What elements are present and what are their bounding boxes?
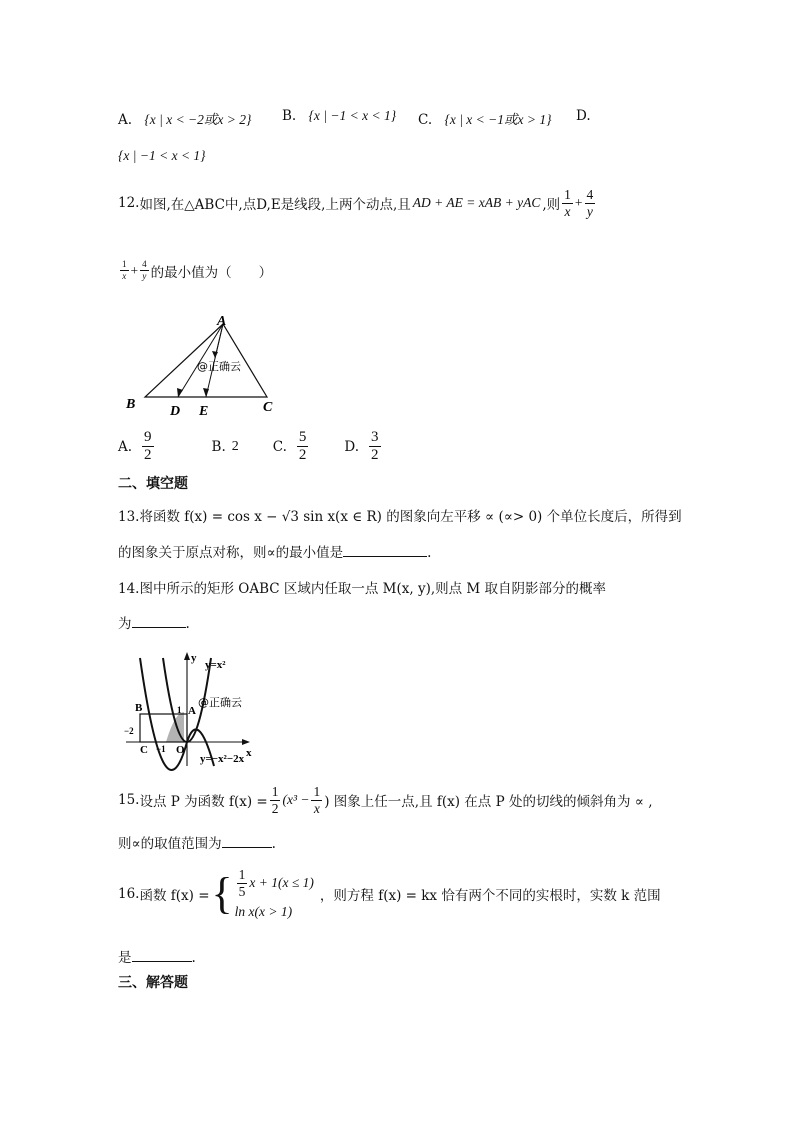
q12-option-c-frac xyxy=(297,430,309,463)
label-one: 1 xyxy=(177,705,182,715)
label-b: B xyxy=(126,397,136,412)
q11-option-b xyxy=(282,108,396,124)
label-e: E xyxy=(199,404,209,419)
q15-pre: 设点 P 为函数 f(x) = xyxy=(139,794,268,810)
q15-frac-half xyxy=(270,785,281,815)
q12-small-frac2-den: y xyxy=(142,271,147,281)
q11-option-d-label: D. xyxy=(576,108,591,124)
q16-case1-frac-den: 5 xyxy=(238,883,246,899)
q15-frac1-den: 2 xyxy=(271,800,279,816)
q13-text-line1: 将函数 f(x) = cos x − √3 sin x(x ∈ R) 的图象向左平移 ∝ (∝> 0) 个单位长度后，所得到 xyxy=(139,509,682,525)
label-d: D xyxy=(170,404,181,419)
q11-option-a-label: A. xyxy=(118,112,133,128)
q16-pre: 函数 f(x) = xyxy=(139,888,210,904)
label-y-axis: y xyxy=(191,652,197,664)
q16-line1 xyxy=(118,868,661,920)
q13-number: 13. xyxy=(118,509,140,525)
q16-number: 16. xyxy=(118,886,140,902)
q16-left-brace: { xyxy=(211,869,233,918)
q12-option-a-den: 2 xyxy=(144,447,152,463)
q11-option-b-text: {x | −1 < x < 1} xyxy=(308,108,397,123)
label-neg-1: −1 xyxy=(156,744,166,754)
q11-option-c-text: {x | x < −1或x > 1} xyxy=(444,112,552,127)
q12-stem-b: ,则 xyxy=(542,197,561,213)
q15-line2: 则∝的取值范围为 . xyxy=(118,836,276,852)
q12-option-c-label: C. xyxy=(272,438,287,455)
q12-small-frac2 xyxy=(140,260,149,281)
q14-text-line1: 图中所示的矩形 OABC 区域内任取一点 M(x, y),则点 M 取自阴影部分的概率 xyxy=(139,581,607,597)
q13-text-line2: 的图象关于原点对称，则∝的最小值是 xyxy=(118,545,344,561)
q12-option-d-frac xyxy=(369,430,381,463)
q12-fraction-4-over-y xyxy=(585,188,596,218)
q16-case1-text: x + 1(x ≤ 1) xyxy=(249,875,314,890)
label-neg-2: −2 xyxy=(124,726,134,736)
q16-piecewise-cases xyxy=(235,868,314,920)
q11-option-d-text: {x | −1 < x < 1} xyxy=(118,148,206,163)
q11-option-a-text: {x | x < −2或x > 2} xyxy=(144,112,252,127)
q13-line2: 的图象关于原点对称，则∝的最小值是 . xyxy=(118,545,432,561)
label-point-b: B xyxy=(135,702,143,714)
q12-option-b-value: 2 xyxy=(231,438,239,454)
q12-option-d-num: 3 xyxy=(371,429,379,445)
q15-frac2-den: x xyxy=(313,800,320,816)
q12-option-a-num: 9 xyxy=(144,429,152,445)
label-a: A xyxy=(217,314,227,329)
section-3-heading: 三、解答题 xyxy=(118,975,188,991)
q16-case1-frac xyxy=(237,868,248,898)
q16-case-2: ln x(x > 1) xyxy=(234,904,293,919)
q12-frac2-num: 4 xyxy=(586,187,594,202)
q13-line1 xyxy=(118,505,682,525)
q14-line1 xyxy=(118,577,606,597)
q12-fraction-1-over-x xyxy=(562,188,573,218)
q16-case-1 xyxy=(235,868,314,898)
q15-frac-1-over-x xyxy=(311,785,322,815)
q12-small-frac1 xyxy=(120,260,129,281)
q12-small-frac1-den: x xyxy=(122,271,127,281)
q12-small-frac1-num: 1 xyxy=(122,259,127,269)
q16-post: ，则方程 f(x) = kx 恰有两个不同的实根时，实数 k 范围 xyxy=(319,888,661,904)
q12-option-a-label: A. xyxy=(118,438,133,455)
q15-answer-blank[interactable] xyxy=(222,835,272,848)
q15-line1 xyxy=(118,785,653,815)
q12-line2-suffix: 的最小值为（ ） xyxy=(150,264,273,281)
label-point-a: A xyxy=(188,705,196,717)
q12-option-d-label: D. xyxy=(344,438,360,455)
q14-text-line2: 为 xyxy=(118,616,132,632)
q12-option-b-label: B. xyxy=(211,438,226,455)
label-point-o: O xyxy=(176,744,185,756)
q16-text-line2: 是 xyxy=(118,950,132,966)
watermark-text-2: @正确云 xyxy=(198,696,242,709)
q12-option-c-num: 5 xyxy=(298,429,307,445)
q12-frac1-den: x xyxy=(564,203,571,219)
q12-frac2-den: y xyxy=(586,203,593,219)
q12-triangle-figure xyxy=(120,308,290,420)
q14-answer-blank[interactable] xyxy=(132,615,186,628)
q15-number: 15. xyxy=(118,792,140,808)
q12-option-a-frac xyxy=(142,430,154,463)
q12-options-row xyxy=(118,430,383,463)
label-curve-1: y=x² xyxy=(205,659,226,671)
q12-small-frac2-num: 4 xyxy=(142,259,147,269)
label-point-c: C xyxy=(140,744,148,756)
q11-option-c-label: C. xyxy=(418,112,433,128)
q16-case1-frac-num: 1 xyxy=(238,867,246,882)
q12-number: 12. xyxy=(118,195,140,211)
label-x-axis: x xyxy=(246,747,252,759)
q15-frac2-num: 1 xyxy=(313,784,321,799)
q11-options-row xyxy=(118,108,251,128)
label-c: C xyxy=(263,400,273,415)
q12-vector-equation: AD + AE = xAB + yAC xyxy=(412,195,541,210)
q12-stem-a: 如图,在△ABC中,点D,E是线段,上两个动点,且 xyxy=(139,197,411,213)
q15-mid: (x³ − xyxy=(282,792,310,807)
q14-line2: 为 . xyxy=(118,616,190,632)
q15-text-line2: 则∝的取值范围为 xyxy=(118,836,222,852)
section-2-heading: 二、填空题 xyxy=(118,476,188,492)
q14-number: 14. xyxy=(118,581,140,597)
q12-frac1-num: 1 xyxy=(564,187,571,202)
q12-option-c-den: 2 xyxy=(298,447,307,463)
q13-answer-blank[interactable] xyxy=(343,544,427,557)
q15-frac1-num: 1 xyxy=(271,784,279,799)
q12-line2: $\frac{1}{x}$ + $\frac{4}{y}$ 的最小值为（ ） xyxy=(122,259,273,281)
q12-stem: 12. 如图,在△ABC中,点D,E是线段,上两个动点,且 AD + AE = xAB + yAC ,则 $\frac{1}{x}$ + $\frac{4}{y}$ xyxy=(118,187,594,219)
q12-option-d-den: 2 xyxy=(371,447,379,463)
q16-answer-blank[interactable] xyxy=(132,949,192,962)
label-curve-2: y=−x²−2x xyxy=(200,753,245,765)
q11-option-c xyxy=(418,108,552,128)
q14-parabola-figure xyxy=(118,648,268,772)
q11-option-b-label: B. xyxy=(282,108,297,124)
q16-line2: 是 . xyxy=(118,950,196,966)
q15-post: ) 图象上任一点,且 f(x) 在点 P 处的切线的倾斜角为 ∝ , xyxy=(324,794,653,810)
watermark-text: @正确云 xyxy=(197,360,241,373)
